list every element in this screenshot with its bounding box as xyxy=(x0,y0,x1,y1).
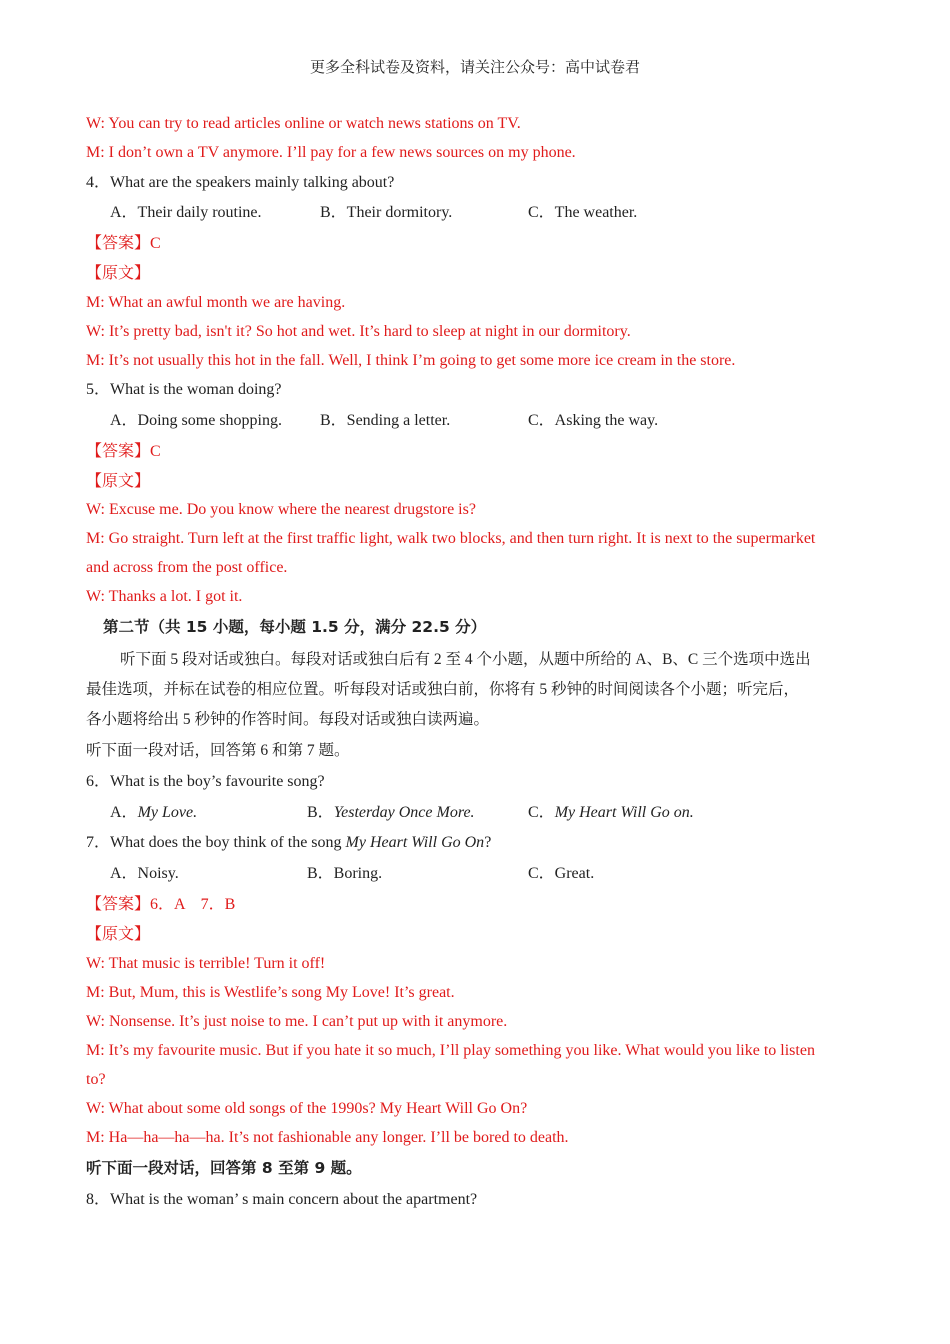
question-8: 8．What is the woman’ s main concern about the apartment? xyxy=(86,1191,478,1208)
question-7 xyxy=(86,833,491,853)
question-text: 7．What does the boy think of the song xyxy=(86,834,346,851)
transcript-line: W: That music is terrible! Turn it off! xyxy=(86,955,326,972)
q5-option-b: B．Sending a letter. xyxy=(320,412,451,429)
q5-option-a: A．Doing some shopping. xyxy=(110,412,283,429)
q7-source-label: 【原文】 xyxy=(86,926,151,943)
section-2-instructions: 听下面 5 段对话或独白。每段对话或独白后有 2 至 4 个小题，从题中所给的 A、B、C 三个选项中选出 xyxy=(120,651,811,668)
transcript-line: M: Ha—ha—ha—ha. It’s not fashionable any longer. I’ll be bored to death. xyxy=(86,1129,569,1146)
section-2-instructions: 最佳选项，并标在试卷的相应位置。听每段对话或独白前，你将有 5 秒钟的时间阅读各个小题；听完后， xyxy=(86,681,800,698)
transcript-line: W: What about some old songs of the 1990s? My Heart Will Go On? xyxy=(86,1100,528,1117)
transcript-line: M: It’s not usually this hot in the fall. Well, I think I’m going to get some more ice cream in the store. xyxy=(86,352,736,369)
q6-option-a xyxy=(110,803,197,823)
option-text: My Heart Will Go on. xyxy=(554,804,694,821)
option-text: Yesterday Once More. xyxy=(333,804,475,821)
option-letter: B． xyxy=(307,804,334,821)
q6-option-c xyxy=(528,803,694,823)
option-letter: C． xyxy=(528,804,555,821)
page-header: 更多全科试卷及资料，请关注公众号：高中试卷君 xyxy=(309,60,640,76)
q4-option-b: B．Their dormitory. xyxy=(320,204,453,221)
transcript-line: and across from the post office. xyxy=(86,559,288,576)
song-title: My Heart Will Go On xyxy=(345,834,485,851)
transcript-line: to? xyxy=(86,1071,106,1088)
q7-option-a: A．Noisy. xyxy=(110,865,179,882)
q7-option-c: C．Great. xyxy=(528,865,595,882)
question-mark: ? xyxy=(484,834,492,851)
section-2-instructions: 各小题将给出 5 秒钟的作答时间。每段对话或独白读两遍。 xyxy=(86,711,490,728)
transcript-line: M: I don’t own a TV anymore. I’ll pay for a few news sources on my phone. xyxy=(86,144,576,161)
question-6: 6．What is the boy’s favourite song? xyxy=(86,773,325,790)
q5-option-c: C．Asking the way. xyxy=(528,412,659,429)
transcript-line: W: Thanks a lot. I got it. xyxy=(86,588,243,605)
transcript-line: W: You can try to read articles online or watch news stations on TV. xyxy=(86,115,521,132)
q4-answer: 【答案】C xyxy=(86,235,161,252)
option-text: My Love. xyxy=(137,804,198,821)
q4-source-label: 【原文】 xyxy=(86,265,151,282)
q6-option-b xyxy=(307,803,475,823)
transcript-line: M: Go straight. Turn left at the first traffic light, walk two blocks, and then turn right. It is next to the supermarket xyxy=(86,530,816,547)
transcript-line: M: It’s my favourite music. But if you hate it so much, I’ll play something you like. What would you like to listen xyxy=(86,1042,815,1059)
question-4: 4．What are the speakers mainly talking about? xyxy=(86,174,395,191)
transcript-line: M: What an awful month we are having. xyxy=(86,294,346,311)
option-letter: A． xyxy=(110,804,138,821)
group-prompt: 听下面一段对话，回答第 8 至第 9 题。 xyxy=(86,1159,362,1177)
q4-option-c: C．The weather. xyxy=(528,204,638,221)
q7-option-b: B．Boring. xyxy=(307,865,383,882)
transcript-line: W: It’s pretty bad, isn't it? So hot and wet. It’s hard to sleep at night in our dormitory. xyxy=(86,323,631,340)
q4-option-a: A．Their daily routine. xyxy=(110,204,262,221)
question-5: 5．What is the woman doing? xyxy=(86,381,282,398)
q6-q7-answer: 【答案】6．A 7．B xyxy=(86,896,236,913)
transcript-line: W: Excuse me. Do you know where the nearest drugstore is? xyxy=(86,501,476,518)
group-prompt: 听下面一段对话，回答第 6 和第 7 题。 xyxy=(86,742,350,759)
transcript-line: M: But, Mum, this is Westlife’s song My Love! It’s great. xyxy=(86,984,455,1001)
q5-answer: 【答案】C xyxy=(86,443,161,460)
section-2-title: 第二节（共 15 小题，每小题 1.5 分，满分 22.5 分） xyxy=(103,618,487,636)
q5-source-label: 【原文】 xyxy=(86,473,151,490)
transcript-line: W: Nonsense. It’s just noise to me. I can’t put up with it anymore. xyxy=(86,1013,508,1030)
